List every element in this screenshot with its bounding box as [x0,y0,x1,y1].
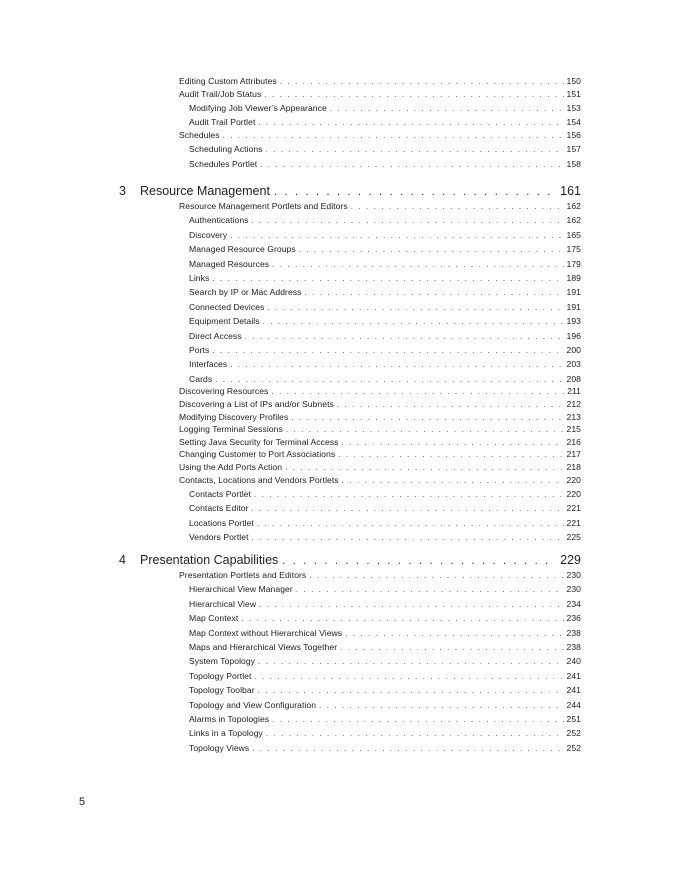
toc-subentry[interactable] [189,613,581,623]
toc-entry[interactable] [179,386,581,396]
toc-subentry[interactable] [189,103,581,113]
entry-page-number: 221 [566,503,581,514]
entry-title: Discovering Resources [179,386,269,397]
entry-page-number: 203 [566,359,581,370]
toc-subentry[interactable] [189,117,581,127]
entry-page-number: 241 [566,670,581,681]
dot-leader [259,600,563,609]
toc-entry[interactable] [179,130,581,140]
chapter-title: Resource Management [140,184,270,198]
dot-leader [252,504,564,513]
entry-page-number: 252 [566,742,581,753]
entry-title: Topology and View Configuration [189,699,317,710]
dot-leader [340,643,563,652]
entry-page-number: 212 [566,399,581,409]
entry-title: Alarms in Topologies [189,714,270,724]
dot-leader [274,186,556,198]
entry-title: Audit Trail/Job Status [179,88,262,99]
entry-page-number: 156 [566,130,581,140]
chapter-heading[interactable] [119,184,581,198]
toc-subentry[interactable] [189,642,581,652]
dot-leader [319,701,563,710]
entry-page-number: 175 [566,244,581,255]
entry-title: Schedules Portlet [189,158,258,169]
chapter-title: Presentation Capabilities [140,553,279,567]
entry-page-number: 165 [566,229,581,240]
toc-subentry[interactable] [189,503,581,513]
toc-subentry[interactable] [189,345,581,355]
entry-page-number: 191 [566,287,581,298]
entry-title: Search by IP or Mac Address [189,287,302,298]
entry-page-number: 244 [566,699,581,710]
dot-leader [330,104,564,113]
entry-title: Presentation Portlets and Editors [179,570,307,580]
dot-leader [266,729,564,738]
toc-subentry[interactable] [189,359,581,369]
entry-title: System Topology [189,656,256,667]
entry-title: Resource Management Portlets and Editors [179,201,348,211]
dot-leader [252,744,563,753]
toc-entry[interactable] [179,437,581,447]
entry-page-number: 150 [566,76,581,86]
dot-leader [291,413,563,422]
toc-entry[interactable] [179,201,581,211]
entry-page-number: 236 [566,613,581,624]
dot-leader [230,231,563,240]
toc-subentry[interactable] [189,700,581,710]
dot-leader [264,90,563,99]
entry-title: Contacts Portlet [189,489,251,499]
entry-page-number: 153 [566,103,581,113]
toc-entry[interactable] [179,424,581,434]
chapter-page-number: 229 [560,553,581,567]
entry-title: Discovering a List of IPs and/or Subnets [179,399,334,409]
entry-page-number: 157 [566,144,581,155]
entry-page-number: 220 [566,489,581,499]
entry-page-number: 191 [566,301,581,312]
entry-title: Vendors Portlet [189,532,249,543]
entry-page-number: 213 [566,411,581,422]
dot-leader [296,585,564,594]
dot-leader [252,216,564,225]
entry-title: Audit Trail Portlet [189,117,256,128]
entry-page-number: 179 [566,258,581,269]
entry-title: Links [189,273,210,283]
toc-subentry[interactable] [189,714,581,724]
dot-leader [212,346,563,355]
chapter-page-number: 161 [560,184,581,198]
entry-title: Links in a Topology [189,728,263,739]
dot-leader [282,555,556,567]
dot-leader [254,672,563,681]
entry-title: Interfaces [189,359,228,370]
dot-leader [345,629,563,638]
entry-title: Topology Portlet [189,670,252,681]
entry-page-number: 238 [566,627,581,638]
entry-page-number: 234 [566,598,581,609]
entry-title: Hierarchical View [189,598,257,609]
entry-page-number: 241 [566,685,581,696]
entry-title: Topology Toolbar [189,685,255,696]
toc-entry[interactable] [179,399,581,409]
dot-leader [258,118,563,127]
entry-page-number: 158 [566,158,581,169]
entry-title: Connected Devices [189,301,265,312]
dot-leader [305,288,564,297]
dot-leader [299,245,564,254]
dot-leader [272,715,563,724]
entry-title: Topology Views [189,742,250,753]
entry-title: Direct Access [189,330,242,341]
dot-leader [351,202,564,211]
dot-leader [245,332,564,341]
toc-subentry[interactable] [189,331,581,341]
toc-subentry[interactable] [189,287,581,297]
toc-entry[interactable] [179,449,581,459]
dot-leader [258,657,563,666]
toc-subentry[interactable] [189,743,581,753]
entry-title: Logging Terminal Sessions [179,424,283,435]
entry-title: Hierarchical View Manager [189,584,293,595]
toc-subentry[interactable] [189,230,581,240]
dot-leader [215,375,563,384]
toc-subentry[interactable] [189,518,581,528]
toc-subentry[interactable] [189,685,581,695]
toc-subentry[interactable] [189,656,581,666]
dot-leader [263,317,564,326]
toc-subentry[interactable] [189,599,581,609]
dot-leader [260,160,563,169]
dot-leader [258,686,564,695]
toc-subentry[interactable] [189,584,581,594]
entry-page-number: 200 [566,345,581,355]
dot-leader [252,533,564,542]
entry-page-number: 151 [566,88,581,99]
dot-leader [342,438,564,447]
toc-subentry[interactable] [189,628,581,638]
entry-title: Discovery [189,229,228,240]
entry-title: Modifying Discovery Profiles [179,411,289,422]
entry-page-number: 216 [566,436,581,447]
toc-entry[interactable] [179,475,581,485]
dot-leader [342,476,564,485]
entry-page-number: 230 [566,570,581,580]
dot-leader [337,400,564,409]
toc-subentry[interactable] [189,144,581,154]
entry-page-number: 238 [566,642,581,652]
entry-page-number: 215 [566,424,581,435]
entry-title: Map Context [189,613,239,624]
dot-leader [309,571,563,580]
entry-title: Using the Add Ports Action [179,462,283,472]
toc-subentry[interactable] [189,159,581,169]
entry-title: Ports [189,345,210,355]
entry-title: Contacts, Locations and Vendors Portlets [179,474,339,485]
chapter-number: 4 [119,553,126,567]
toc-subentry[interactable] [189,259,581,269]
toc-entry[interactable] [179,462,581,472]
toc-entry[interactable] [179,412,581,422]
entry-page-number: 230 [566,584,581,595]
toc-entry[interactable] [179,76,581,86]
dot-leader [223,131,564,140]
entry-title: Cards [189,373,213,384]
toc-subentry[interactable] [189,244,581,254]
dot-leader [212,274,563,283]
entry-title: Modifying Job Viewer’s Appearance [189,103,327,113]
entry-title: Equipment Details [189,316,260,327]
entry-title: Scheduling Actions [189,144,263,155]
entry-title: Changing Customer to Port Associations [179,449,336,460]
page-number: 5 [79,796,86,808]
entry-page-number: 154 [566,117,581,128]
dot-leader [272,260,563,269]
entry-title: Contacts Editor [189,503,249,514]
toc-subentry[interactable] [189,316,581,326]
dot-leader [230,360,563,369]
toc-subentry[interactable] [189,273,581,283]
entry-title: Locations Portlet [189,517,254,528]
dot-leader [271,387,564,396]
dot-leader [257,519,564,528]
entry-page-number: 193 [566,316,581,327]
dot-leader [285,463,563,472]
entry-page-number: 211 [567,386,581,397]
toc-subentry[interactable] [189,215,581,225]
entry-page-number: 208 [566,373,581,384]
toc-subentry[interactable] [189,728,581,738]
toc-entry[interactable] [179,570,581,580]
toc-subentry[interactable] [189,671,581,681]
entry-page-number: 196 [566,330,581,341]
entry-title: Managed Resource Groups [189,244,296,255]
dot-leader [280,77,564,86]
entry-page-number: 225 [566,532,581,543]
entry-title: Authentications [189,215,249,226]
entry-page-number: 221 [566,517,581,528]
entry-page-number: 189 [566,273,581,283]
entry-title: Setting Java Security for Terminal Access [179,436,339,447]
chapter-number: 3 [119,184,126,198]
dot-leader [267,303,563,312]
entry-page-number: 240 [566,656,581,667]
entry-title: Editing Custom Attributes [179,76,277,86]
entry-page-number: 162 [566,201,581,211]
dot-leader [241,614,563,623]
dot-leader [254,490,564,499]
entry-page-number: 218 [566,462,581,472]
entry-page-number: 220 [566,474,581,485]
entry-page-number: 162 [566,215,581,226]
dot-leader [266,145,564,154]
toc-subentry[interactable] [189,489,581,499]
entry-page-number: 252 [566,728,581,739]
dot-leader [286,425,564,434]
toc-subentry[interactable] [189,374,581,384]
entry-title: Managed Resources [189,258,270,269]
toc-subentry[interactable] [189,532,581,542]
toc-subentry[interactable] [189,302,581,312]
dot-leader [338,450,563,459]
entry-page-number: 251 [566,714,581,724]
entry-title: Map Context without Hierarchical Views [189,627,343,638]
entry-title: Schedules [179,130,220,140]
entry-page-number: 217 [566,449,581,460]
chapter-heading[interactable] [119,553,581,567]
entry-title: Maps and Hierarchical Views Together [189,642,338,652]
toc-entry[interactable] [179,89,581,99]
